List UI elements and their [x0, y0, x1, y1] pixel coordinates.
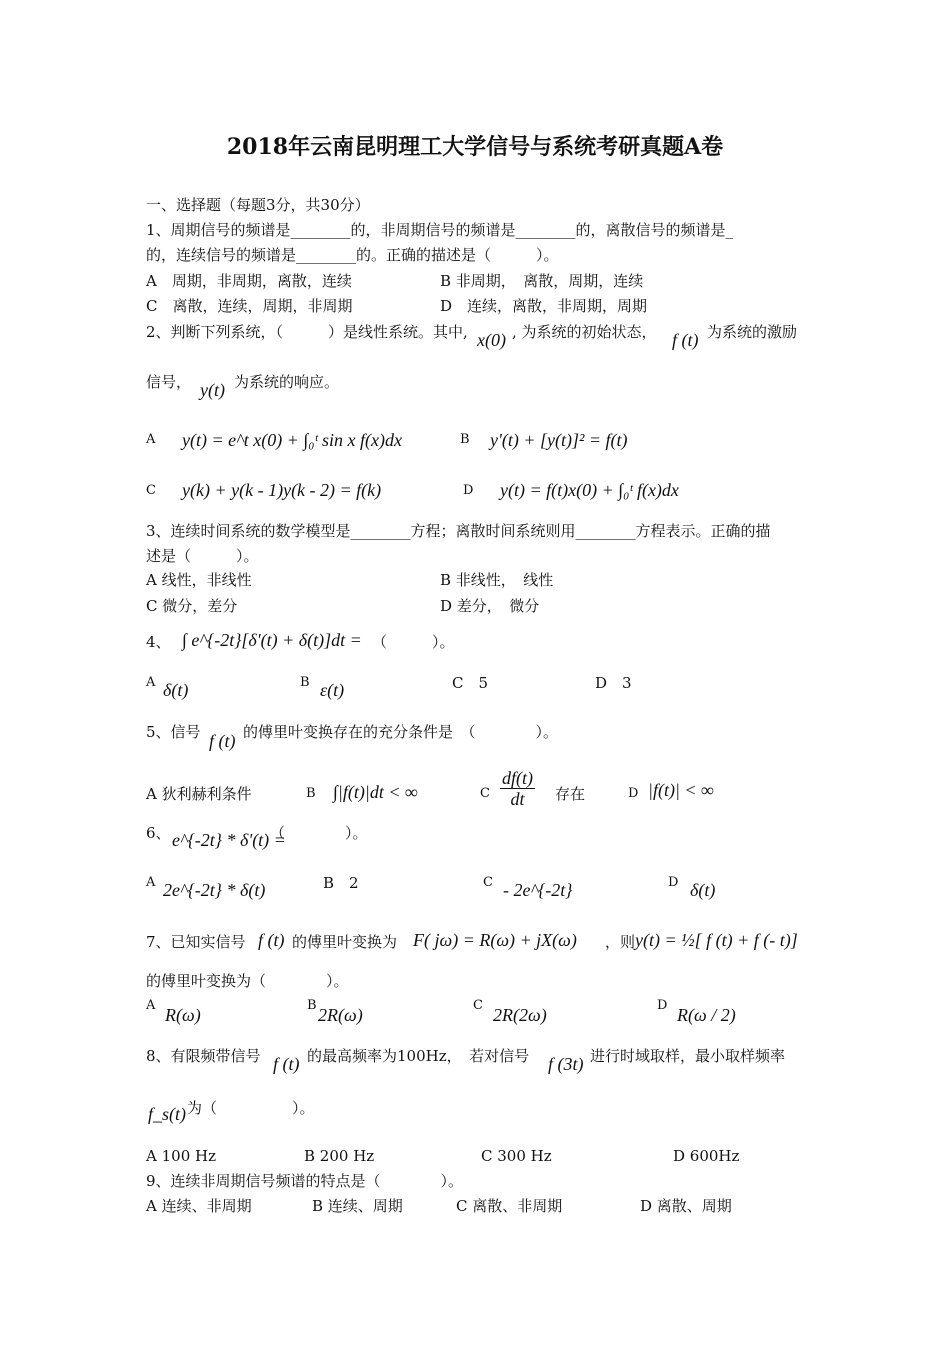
q8-fs: f_s(t): [148, 1104, 186, 1124]
q5-option-b: ∫|f(t)|dt < ∞: [333, 782, 418, 802]
q2-d-label: D: [463, 483, 474, 498]
q7-d-label: D: [657, 998, 668, 1013]
q1-option-a: A 周期，非周期，离散，连续: [146, 272, 352, 290]
q2-text-2: , 为系统的初始状态，: [512, 323, 657, 341]
q7-line2: 的傅里叶变换为（ ）。: [146, 972, 349, 990]
q3-option-a: A 线性，非线性: [146, 571, 252, 589]
q2-text-3: 为系统的激励: [707, 323, 798, 341]
q7-text-1: 7、已知实信号: [146, 933, 246, 951]
q5-c-label: C: [480, 786, 490, 801]
q8-text-4: 为（ ）。: [187, 1099, 315, 1117]
q4-option-c: C 5: [452, 674, 489, 692]
q7-text-2: 的傅里叶变换为: [292, 933, 398, 951]
q6-expr: e^{-2t} * δ'(t) =: [172, 830, 286, 850]
q6-option-d: δ(t): [690, 880, 716, 900]
q8-option-c: C 300 Hz: [481, 1147, 552, 1165]
q4-expr: ∫ e^{-2t}[δ'(t) + δ(t)]dt =: [182, 630, 362, 650]
q6-option-b: B 2: [323, 874, 359, 892]
q4-option-b: ε(t): [320, 680, 345, 700]
q9-option-c: C 离散、非周期: [456, 1197, 563, 1215]
q4-option-a: δ(t): [163, 680, 189, 700]
q9-option-a: A 连续、非周期: [146, 1197, 252, 1215]
q4-a-label: A: [146, 675, 156, 690]
q4-option-d: D 3: [595, 674, 632, 692]
q6-label: 6、: [146, 824, 171, 842]
q2-b-label: B: [460, 432, 470, 447]
q5-text-1: 5、信号: [146, 723, 201, 741]
q4-tail: （ ）。: [372, 633, 455, 651]
q5-c-tail: 存在: [555, 785, 586, 803]
q9-option-b: B 连续、周期: [312, 1197, 403, 1215]
q5-b-label: B: [306, 786, 316, 801]
q6-option-a: 2e^{-2t} * δ(t): [163, 880, 266, 900]
q7-ft: f (t): [258, 930, 285, 950]
q8-f3t: f (3t): [548, 1054, 584, 1074]
q2-text-5: 为系统的响应。: [234, 373, 340, 391]
q6-tail: （ ）。: [270, 824, 368, 842]
q7-option-d: R(ω / 2): [677, 1005, 736, 1025]
q7-a-label: A: [146, 998, 156, 1013]
q2-b-expr: y'(t) + [y(t)]² = f(t): [490, 430, 628, 450]
q9-line1: 9、连续非周期信号频谱的特点是（ ）。: [146, 1172, 464, 1190]
q4-b-label: B: [300, 675, 310, 690]
q7-y-expr: y(t) = ½[ f (t) + f (- t)]: [635, 930, 798, 950]
q2-c-expr: y(k) + y(k - 1)y(k - 2) = f(k): [182, 480, 382, 500]
q8-text-3: 进行时域取样，最小取样频率: [590, 1047, 786, 1065]
q2-a-label: A: [146, 432, 156, 447]
q5-c-numerator: df(t): [502, 768, 533, 788]
q7-option-c: 2R(2ω): [493, 1005, 547, 1025]
q8-option-a: A 100 Hz: [146, 1147, 216, 1165]
q3-line1: 3、连续时间系统的数学模型是________方程；离散时间系统则用________方程表示。正确的描: [146, 522, 771, 540]
q7-c-label: C: [473, 998, 483, 1013]
q6-a-label: A: [146, 875, 156, 890]
q3-option-d: D 差分， 微分: [440, 597, 540, 615]
q5-d-label: D: [628, 786, 639, 801]
q1-line1: 1、周期信号的频谱是________的，非周期信号的频谱是________的，离散信号的频谱是_: [146, 221, 734, 239]
q2-d-expr: y(t) = f(t)x(0) + ∫₀ᵗ f(x)dx: [500, 480, 679, 500]
q5-ft: f (t): [209, 731, 236, 751]
q8-text-2: 的最高频率为100Hz， 若对信号: [307, 1047, 530, 1065]
q1-option-d: D 连续，离散，非周期，周期: [440, 297, 648, 315]
q1-option-b: B 非周期， 离散，周期，连续: [440, 272, 644, 290]
q9-option-d: D 离散、周期: [640, 1197, 732, 1215]
q6-option-c: - 2e^{-2t}: [503, 880, 573, 900]
q5-c-fraction: [500, 768, 535, 809]
q7-fourier: F( jω) = R(ω) + jX(ω): [413, 930, 577, 950]
q7-b-label: B: [307, 998, 317, 1013]
q2-a-expr: y(t) = e^t x(0) + ∫₀ᵗ sin x f(x)dx: [182, 430, 403, 450]
q2-c-label: C: [146, 483, 156, 498]
q8-option-d: D 600Hz: [673, 1147, 740, 1165]
page-title: 2018年云南昆明理工大学信号与系统考研真题A卷: [226, 134, 724, 160]
q7-text-3: ，则: [605, 933, 636, 951]
q8-text-1: 8、有限频带信号: [146, 1047, 261, 1065]
q2-text-4: 信号，: [146, 373, 192, 391]
q5-option-a: A 狄利赫利条件: [146, 785, 252, 803]
q7-option-b: 2R(ω): [318, 1005, 363, 1025]
q5-text-2: 的傅里叶变换存在的充分条件是 （ ）。: [243, 723, 559, 741]
q3-option-c: C 微分，差分: [146, 597, 238, 615]
q7-option-a: R(ω): [165, 1005, 201, 1025]
q4-label: 4、: [146, 633, 171, 651]
q1-line2: 的，连续信号的频谱是________的。正确的描述是（ ）。: [146, 246, 559, 264]
q8-ft: f (t): [273, 1054, 300, 1074]
section-heading: 一、选择题（每题3分，共30分）: [146, 196, 370, 214]
q1-option-c: C 离散，连续，周期，非周期: [146, 297, 353, 315]
q2-yt: y(t): [200, 380, 225, 400]
q2-text-1: 2、判断下列系统，（ ）是线性系统。其中,: [146, 323, 468, 341]
q5-c-denominator: dt: [510, 789, 525, 809]
q6-c-label: C: [483, 875, 493, 890]
q2-x0: x(0): [477, 330, 506, 350]
q3-line2: 述是（ ）。: [146, 547, 259, 565]
q2-ft: f (t): [672, 330, 699, 350]
q6-d-label: D: [668, 875, 679, 890]
q3-option-b: B 非线性， 线性: [440, 571, 554, 589]
q5-option-d: |f(t)| < ∞: [648, 780, 714, 800]
q8-option-b: B 200 Hz: [304, 1147, 375, 1165]
